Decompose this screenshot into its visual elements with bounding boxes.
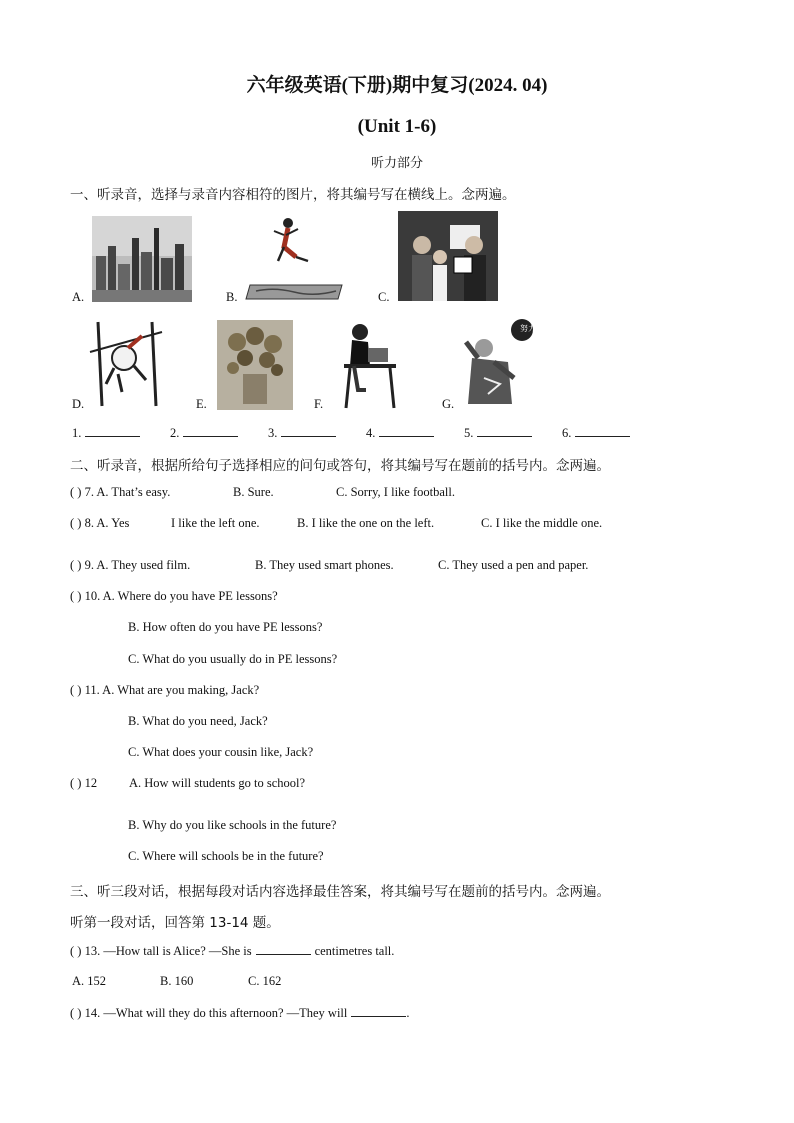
- answer-blank-6[interactable]: 6.: [562, 425, 630, 441]
- section3-subinstruction: 听第一段对话，回答第 13-14 题。: [70, 915, 280, 931]
- question-8-b: B. I like the one on the left.: [297, 516, 435, 530]
- question-11-b: B. What do you need, Jack?: [128, 714, 268, 728]
- question-9-a: ( ) 9. A. They used film.: [70, 558, 191, 572]
- question-8-c: C. I like the middle one.: [481, 516, 603, 530]
- picture-e-sunflowers: [217, 320, 293, 410]
- question-10-b: B. How often do you have PE lessons?: [128, 620, 323, 634]
- section1-instruction: 一、听录音，选择与录音内容相符的图片，将其编号写在横线上。念两遍。: [70, 187, 516, 203]
- question-10-a: ( ) 10. A. Where do you have PE lessons?: [70, 589, 278, 603]
- section2-instruction: 二、听录音，根据所给句子选择相应的问句或答句，将其编号写在题前的括号内。念两遍。: [70, 458, 610, 474]
- picture-d-high-jump: [88, 318, 164, 408]
- answer-blank-1[interactable]: 1.: [72, 425, 140, 441]
- question-9-c: C. They used a pen and paper.: [438, 558, 589, 572]
- picture-b-long-jump: [244, 213, 348, 303]
- picture-label-a: A.: [72, 290, 85, 304]
- picture-label-b: B.: [226, 290, 238, 304]
- question-14-blank[interactable]: [351, 1005, 406, 1017]
- question-13: ( ) 13. —How tall is Alice? —She is centimetres tall.: [70, 944, 395, 958]
- question-9-b: B. They used smart phones.: [255, 558, 394, 572]
- picture-label-d: D.: [72, 397, 85, 411]
- badge-text: 努力: [520, 324, 536, 333]
- question-14: ( ) 14. —What will they do this afternoon? —They will .: [70, 1006, 410, 1020]
- question-13-blank[interactable]: [256, 943, 311, 955]
- question-12-num: ( ) 12: [70, 776, 98, 790]
- question-7-a: ( ) 7. A. That’s easy.: [70, 485, 171, 499]
- picture-a-city-skyline: [92, 216, 192, 302]
- question-8-a: ( ) 8. A. Yes: [70, 516, 130, 530]
- page-title: 六年级英语(下册)期中复习(2024. 04): [246, 75, 548, 96]
- page-subtitle: (Unit 1-6): [357, 116, 437, 137]
- answer-blank-2[interactable]: 2.: [170, 425, 238, 441]
- question-8-a-text: I like the left one.: [171, 516, 260, 530]
- picture-label-c: C.: [378, 290, 390, 304]
- question-7-c: C. Sorry, I like football.: [336, 485, 455, 499]
- question-7-b: B. Sure.: [233, 485, 274, 499]
- section3-instruction: 三、听三段对话，根据每段对话内容选择最佳答案，将其编号写在题前的括号内。念两遍。: [70, 884, 610, 900]
- answer-blank-4[interactable]: 4.: [366, 425, 434, 441]
- question-11-c: C. What does your cousin like, Jack?: [128, 745, 314, 759]
- question-10-c: C. What do you usually do in PE lessons?: [128, 652, 338, 666]
- picture-label-g: G.: [442, 397, 455, 411]
- picture-label-f: F.: [314, 397, 324, 411]
- picture-c-family: [398, 211, 498, 301]
- picture-label-e: E.: [196, 397, 207, 411]
- question-12-a: A. How will students go to school?: [129, 776, 306, 790]
- question-12-c: C. Where will schools be in the future?: [128, 849, 324, 863]
- question-13-option-c: C. 162: [248, 974, 282, 988]
- question-11-a: ( ) 11. A. What are you making, Jack?: [70, 683, 260, 697]
- part-heading: 听力部分: [370, 156, 423, 171]
- question-13-option-b: B. 160: [160, 974, 194, 988]
- answer-blank-5[interactable]: 5.: [464, 425, 532, 441]
- question-13-option-a: A. 152: [72, 974, 107, 988]
- answer-blank-3[interactable]: 3.: [268, 425, 336, 441]
- question-12-b: B. Why do you like schools in the future?: [128, 818, 337, 832]
- picture-f-laptop-user: [334, 320, 400, 410]
